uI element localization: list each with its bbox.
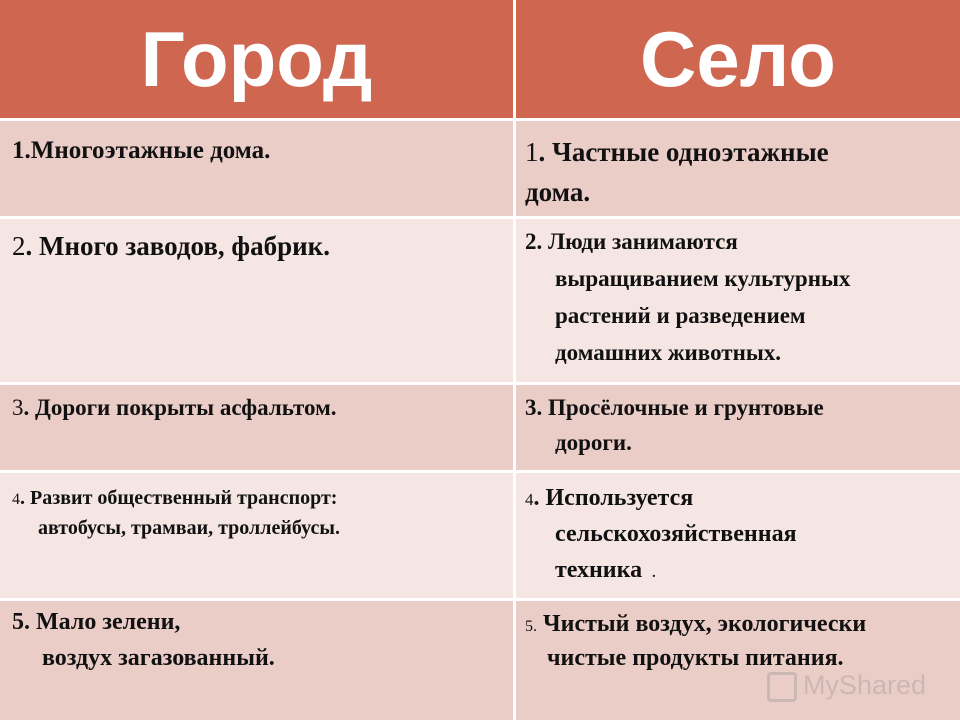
cell-text-line: . Много заводов, фабрик.	[25, 231, 330, 261]
item-number: 2	[12, 231, 26, 261]
header-village: Село	[640, 15, 836, 103]
table-row	[0, 473, 960, 598]
item-number: 4	[525, 490, 534, 509]
cell-text-line: . Дороги покрыты асфальтом.	[23, 395, 337, 420]
cell-text-line: воздух загазованный.	[42, 645, 275, 671]
city-cell-3	[0, 385, 513, 470]
cell-text-line: выращиванием культурных	[555, 266, 851, 291]
cell-text-line: растений и разведением	[555, 303, 806, 328]
column-divider	[513, 0, 516, 118]
cell-text-line: . Частные одноэтажные	[538, 137, 829, 167]
cell-text-line: 3. Просёлочные и грунтовые	[525, 395, 824, 420]
column-divider	[513, 385, 516, 470]
cell-text-line: дороги.	[555, 430, 632, 455]
village-cell-1	[516, 121, 960, 216]
city-cell-1	[0, 121, 513, 216]
cell-text	[12, 395, 337, 421]
watermark-logo	[767, 670, 926, 702]
cell-text-line: Чистый воздух, экологически	[537, 611, 867, 637]
cell-text-trailing-dot: .	[652, 566, 656, 581]
watermark-text: MyShared	[802, 670, 926, 701]
table-row	[0, 601, 960, 720]
table-row	[0, 219, 960, 382]
city-cell-2	[0, 219, 513, 382]
cell-text-line: домашних животных.	[555, 340, 782, 365]
cell-text-line: 5. Мало зелени,	[12, 609, 181, 635]
header-city: Город	[140, 15, 373, 103]
table-header	[0, 0, 960, 118]
cell-text-line: дома.	[525, 177, 591, 207]
table-row	[0, 121, 960, 216]
cell-text-line: 2. Люди занимаются	[525, 229, 738, 254]
item-number: 4	[12, 491, 20, 508]
column-divider	[513, 601, 516, 720]
cell-text	[12, 487, 337, 510]
cell-text-line: техника	[555, 557, 643, 583]
city-cell-4	[0, 473, 513, 598]
village-cell-2	[516, 219, 960, 382]
column-divider	[513, 121, 516, 216]
cell-text: 1.Многоэтажные дома.	[12, 137, 271, 164]
cell-text-line: . Развит общественный транспорт:	[20, 487, 338, 509]
item-number: 1	[525, 137, 539, 167]
village-cell-3	[516, 385, 960, 470]
city-cell-5	[0, 601, 513, 720]
cell-text	[525, 611, 866, 638]
column-divider	[513, 473, 516, 598]
cell-text	[525, 137, 829, 168]
cell-text	[12, 231, 330, 262]
cell-text-line: . Используется	[533, 485, 694, 511]
watermark-icon	[767, 672, 797, 702]
item-number: 5.	[525, 618, 537, 635]
cell-text-line: чистые продукты питания.	[547, 645, 844, 671]
village-cell-4	[516, 473, 960, 598]
cell-text	[525, 485, 693, 512]
cell-text-line: автобусы, трамваи, троллейбусы.	[38, 517, 341, 539]
item-number: 3	[12, 395, 24, 420]
cell-text-line: сельскохозяйственная	[555, 521, 797, 547]
cell-text	[555, 557, 656, 584]
column-divider	[513, 219, 516, 382]
village-cell-5	[516, 601, 960, 720]
table-row	[0, 385, 960, 470]
